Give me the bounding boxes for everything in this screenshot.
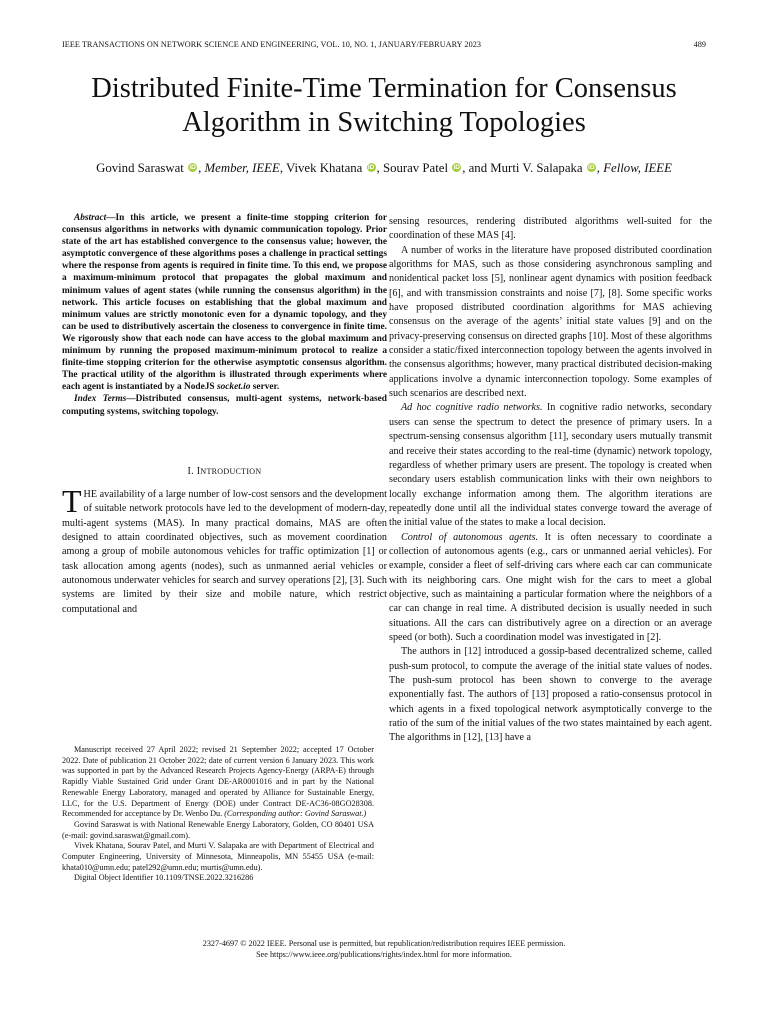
author-name: Govind Saraswat [96,161,184,175]
drop-cap: T [62,482,82,519]
left-column [62,212,387,617]
page-number: 489 [693,40,706,49]
paper-title: Distributed Finite-Time Termination for Consensus Algorithm in Switching Topologies [91,73,677,138]
paragraph-heading: Control of autonomous agents. [401,531,539,543]
author-role: Fellow, IEEE [603,161,672,175]
manuscript-note: Manuscript received 27 April 2022; revised 21 September 2022; accepted 17 October 2022. Date of publication 21 October 2022; date of current version 6 January 2023. This work was supported in part by the Advanced Research Projects Agency-Energy (ARPA-E) through Rapidly Viable Sustained Grid under Grant DE-AR0001016 and in part by the National Renewable Energy Laboratory, managed and operated by Alliance for Sustainable Energy, LLC, for the U.S. Department of Energy (DOE) under Contract DE-AC36-08GO28308. Recommended for acceptance by Dr. Wenbo Du. (Corresponding author: Govind Saraswat.) [62,745,374,819]
body-paragraph: sensing resources, rendering distributed algorithms well-suited for the coordination of these MAS [4]. [389,216,712,242]
orcid-icon[interactable]: iD [367,164,375,171]
author-role: Member, IEEE [204,161,280,175]
author-name: Sourav Patel [382,161,448,175]
body-paragraph: Control of autonomous agents. It is often necessary to coordinate a collection of autonomous agents (e.g., cars or unmanned aerial vehicles). For example, consider a fleet of self-driving cars where each car can communicate with its neighboring cars. One might wish for the cars to meet a global objective, such as maintaining a particular formation where the neighbors of a car can change in real time. A distributed decision is usually needed in such situations. All the cars can distributively agree on a direction or an average speed (or both). Such a coordination model was investigated in [2]. [389,531,712,643]
journal-name: IEEE TRANSACTIONS ON NETWORK SCIENCE AND ENGINEERING, VOL. 10, NO. 1, JANUARY/FEBRUARY 2023 [62,40,482,49]
abstract: Abstract—In this article, we present a finite-time stopping criterion for consensus algorithms in networks with dynamic communication topology. Prior state of the art has established convergence to the consensus value; however, the asymptotic convergence of these algorithms poses a challenge in practical settings where the response from agents is required in finite time. To this end, we propose a maximum-minimum protocol that propagates the global maximum and minimum values of agent states (while running the consensus algorithm) in the network. This article focuses on establishing that the global maximum and minimum values are strictly monotonic even for a dynamic topology, and they can be used to distributively ascertain the closeness to convergence in finite time. We rigorously show that each node can have access to the global maximum and minimum by running the proposed maximum-minimum protocol to realize a finite-time stopping criterion for the otherwise asymptotic consensus algorithm. The practical utility of the algorithm is illustrated through experiments where each agent is instantiated by a NodeJS socket.io server. [62,213,387,393]
author-list: Govind Saraswat iD , Member, IEEE, Vivek Khatana iD , Sourav Patel iD , and Murti V. Salapaka iD , Fellow, IEEE [96,161,672,175]
intro-paragraph: THE availability of a large number of low-cost sensors and the development of suitable network protocols have led to the development of modern-day, multi-agent systems (MAS). In many practical domains, MAS are often designed to attain coordinated objectives, such as movement coordination among a group of mobile autonomous vehicles for traffic optimization [1] or task allocation among agents (nodes), such as unmanned aerial vehicles or autonomous underwater vehicles for search and survey operations [2], [3]. Such systems are limited by their size and mobile nature, which restrict computational and [62,482,387,615]
index-terms-label: Index Terms [74,394,127,405]
author-name: and Murti V. Salapaka [468,161,583,175]
author-name: Vivek Khatana [286,161,363,175]
index-terms: Index Terms—Distributed consensus, multi-agent systems, network-based computing systems, switching topology. [62,394,387,417]
orcid-icon[interactable]: iD [189,164,196,171]
paragraph-heading: Ad hoc cognitive radio networks. [401,402,543,414]
doi-note: Digital Object Identifier 10.1109/TNSE.2022.3216286 [74,873,254,883]
right-column [389,215,712,746]
running-header [62,40,706,50]
orcid-icon[interactable]: iD [588,164,595,171]
affiliation-note: Govind Saraswat is with National Renewable Energy Laboratory, Golden, CO 80401 USA (e-mail: govind.saraswat@gmail.com). [62,819,374,840]
first-page-footnote [62,745,374,884]
affiliation-note: Vivek Khatana, Sourav Patel, and Murti V. Salapaka are with Department of Electrical and Computer Engineering, University of Minnesota, Minneapolis, MN 55455 USA (e-mail: khata010@umn.edu; patel292@umn.edu; murtis@umn.edu). [62,841,374,872]
body-paragraph: A number of works in the literature have proposed distributed coordination algorithms for MAS, such as those considering asynchronous sampling and nonidentical packet loss [5], nonlinear agent dynamics with position feedback [6], and with transmission constraints and noise [7], [8]. Some specific works have proposed distributed coordination algorithms for MAS achieving consensus on the average of the agents’ initial state values [9] and on the privacy-preserving consensus on directed graphs [10]. Most of these algorithms consider a static/fixed interconnection topology between the agents involved in the consensus algorithms; however, many practical distributed decision-making applications involve a dynamic interconnection topology. Some examples of such scenarios are described next. [389,244,712,400]
copyright-line: 2327-4697 © 2022 IEEE. Personal use is permitted, but republication/redistribution requires IEEE permission. [202,939,566,948]
body-paragraph: The authors in [12] introduced a gossip-based decentralized scheme, called push-sum protocol, to compute the average of the initial state values of nodes. The push-sum protocol has been shown to converge to the average exponentially fast. The authors of [13] proposed a ratio-consensus protocol in which agents in a fixed topological network asymptotically converge to the ratio of the sum of the initial values of the two states maintained by each agent. The algorithms in [12], [13] have a [389,646,712,744]
rights-link[interactable]: See https://www.ieee.org/publications/rights/index.html for more information. [256,949,512,959]
orcid-icon[interactable]: iD [453,164,460,171]
abstract-label: Abstract [74,213,107,223]
section-heading: I. INTRODUCTION [187,465,262,477]
copyright-notice [62,939,706,960]
body-paragraph: Ad hoc cognitive radio networks. In cognitive radio networks, secondary users can sense the spectrum to detect the presence of primary users. In a spectrum-sensing consensus algorithm [11], secondary users mutually transmit and receive their states according to the real-time (dynamic) network topology, regardless of whether primary users are present. The topology is created when secondary users establish communication links with their own neighbors to locally exchange information among them. The algorithm iterations are repeatedly done until all the individual states converge toward the average of the initial value of the states to make a local decision. [389,402,712,529]
